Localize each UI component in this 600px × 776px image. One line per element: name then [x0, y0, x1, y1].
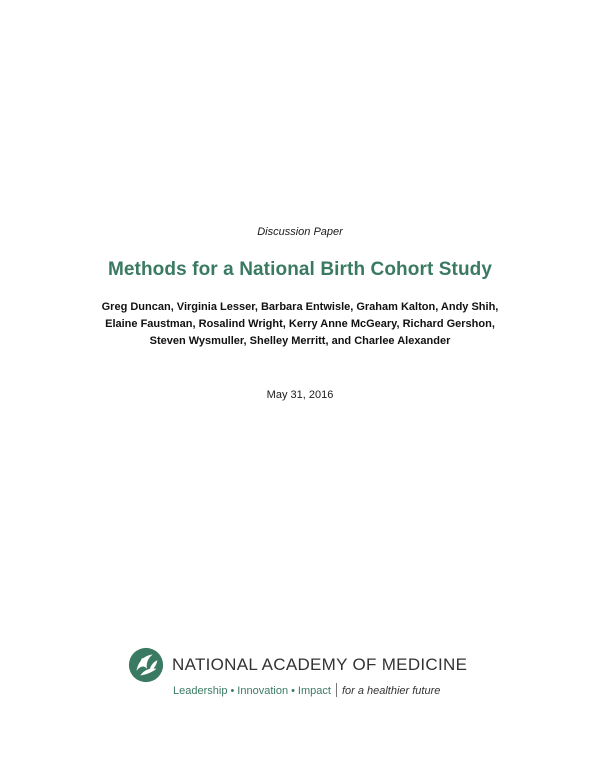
publication-date: May 31, 2016 — [266, 389, 334, 401]
tagline-item: Leadership — [173, 685, 228, 697]
organization-name: NATIONAL ACADEMY OF MEDICINE — [172, 655, 468, 674]
tagline-separator: • — [291, 685, 295, 697]
nam-logo — [127, 644, 472, 704]
author-list — [40, 299, 560, 350]
author-line: Greg Duncan, Virginia Lesser, Barbara Entwisle, Graham Kalton, Andy Shih, — [101, 301, 499, 313]
nam-emblem-icon — [127, 646, 165, 684]
author-line: Elaine Faustman, Rosalind Wright, Kerry Anne McGeary, Richard Gershon, — [105, 318, 495, 330]
tagline-item: Innovation — [237, 685, 289, 697]
tagline-item: Impact — [297, 685, 331, 697]
tagline-motto: for a healthier future — [341, 685, 441, 697]
document-type-label: Discussion Paper — [257, 226, 343, 238]
tagline-separator: • — [230, 685, 235, 697]
author-line: Steven Wysmuller, Shelley Merritt, and Charlee Alexander — [149, 335, 451, 347]
organization-tagline — [173, 683, 440, 697]
tagline-divider — [336, 683, 337, 697]
document-title: Methods for a National Birth Cohort Study — [107, 259, 493, 280]
